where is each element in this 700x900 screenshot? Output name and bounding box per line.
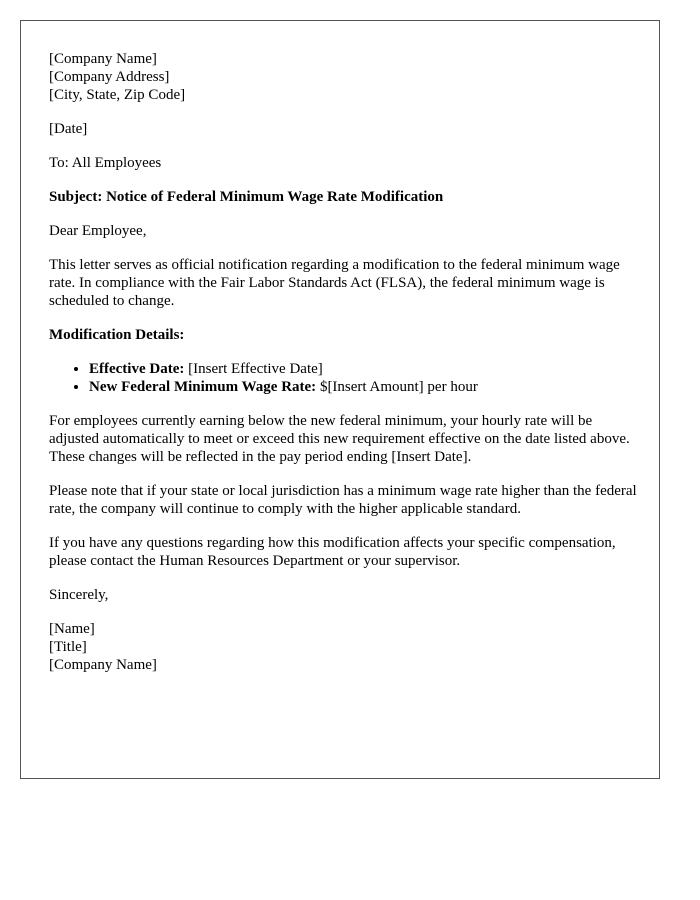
sender-city-state-zip: [City, State, Zip Code]: [49, 87, 186, 103]
closing: Sincerely,: [49, 587, 109, 603]
sender-block: [49, 50, 639, 104]
salutation: Dear Employee,: [49, 223, 147, 239]
detail-label: Effective Date:: [89, 361, 185, 377]
state-compliance-paragraph: Please note that if your state or local jurisdiction has a minimum wage rate higher than the federal rate, the company will continue to comply with the higher applicable standard.: [49, 483, 637, 517]
sender-company-name: [Company Name]: [49, 51, 157, 67]
signature-title: [Title]: [49, 639, 87, 655]
detail-value: [Insert Effective Date]: [184, 361, 323, 377]
recipient-line: To: All Employees: [49, 155, 162, 171]
adjustment-paragraph: For employees currently earning below the new federal minimum, your hourly rate will be adjusted automatically to meet or exceed this new requirement effective on the date listed above. These changes will be reflected in the pay period ending [Insert Date].: [49, 413, 630, 465]
letter-body: [49, 50, 639, 690]
letter-date: [Date]: [49, 121, 88, 137]
letter-page: [20, 20, 660, 779]
details-list: [49, 360, 639, 396]
list-item: [89, 360, 639, 378]
detail-label: New Federal Minimum Wage Rate:: [89, 379, 317, 395]
signature-company-name: [Company Name]: [49, 657, 157, 673]
intro-paragraph: This letter serves as official notification regarding a modification to the federal minimum wage rate. In compliance with the Fair Labor Standards Act (FLSA), the federal minimum wage is scheduled to change.: [49, 257, 620, 309]
list-item: [89, 378, 639, 396]
questions-paragraph: If you have any questions regarding how this modification affects your specific compensation, please contact the Human Resources Department or your supervisor.: [49, 535, 616, 569]
detail-value: $[Insert Amount] per hour: [316, 379, 478, 395]
sender-company-address: [Company Address]: [49, 69, 170, 85]
subject-line: Subject: Notice of Federal Minimum Wage Rate Modification: [49, 189, 444, 205]
details-heading: Modification Details:: [49, 327, 185, 343]
signature-block: [49, 620, 639, 674]
signature-name: [Name]: [49, 621, 95, 637]
